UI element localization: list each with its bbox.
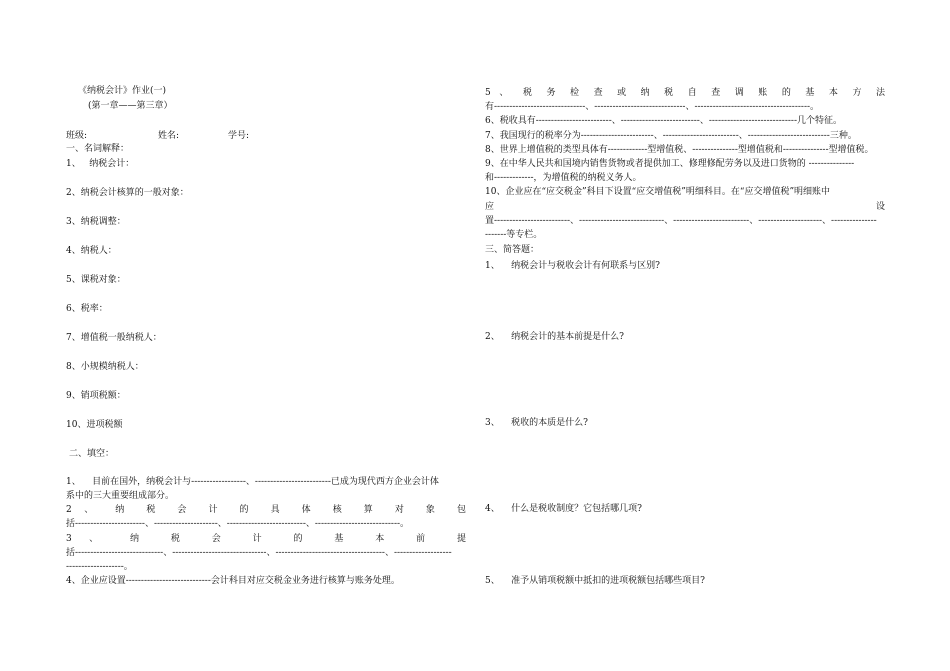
fill-in-question-5-cont: 有------------------------------、------------------------------、--------------------------------------。 [485, 102, 820, 112]
fill-in-question-3: 3 、 纳 税 会 计 的 基 本 前 提 [66, 534, 466, 544]
definition-item: 10、进项税额 [66, 420, 123, 430]
short-answer-question: 1、 纳税会计与税收会计有何联系与区别? [485, 261, 660, 271]
fill-in-question-3-cont: 括-----------------------------、-------------------------------、------------------------------------、------------------- [66, 548, 452, 558]
definition-item: 8、小规模纳税人： [66, 362, 144, 372]
fill-in-question-8: 8、世界上增值税的类型具体有-------------型增值税、---------------型增值税和---------------型增值税。 [485, 145, 874, 155]
definition-item: 5、课税对象： [66, 275, 126, 285]
fill-in-question-7: 7、我国现行的税率分为------------------------、-------------------------、---------------------------三种。 [485, 131, 857, 141]
section-heading-fill-in: 二、填空： [69, 449, 115, 459]
definition-item: 6、税率： [66, 304, 108, 314]
fill-in-question-2: 2 、 纳 税 会 计 的 具 体 核 算 对 象 包 [66, 505, 466, 515]
definition-item: 1、 纳税会计： [66, 159, 135, 169]
fill-in-question-5: 5 、 税 务 检 查 或 纳 税 自 查 调 账 的 基 本 方 法 [485, 88, 885, 98]
definition-item: 9、销项税额： [66, 391, 126, 401]
fill-in-question-9: 9、在中华人民共和国境内销售货物或者提供加工、修理修配劳务以及进口货物的 --------------- [485, 159, 855, 169]
chapter-range: (第一章——第三章） [88, 101, 173, 111]
short-answer-question: 3、 税收的本质是什么? [485, 418, 588, 428]
student-id-label: 学号: [228, 131, 250, 141]
section-heading-short-answer: 三、简答题： [485, 245, 540, 255]
fill-in-question-1-cont: 系中的三大重要组成部分。 [66, 491, 175, 501]
definition-item: 2、纳税会计核算的一般对象： [66, 188, 189, 198]
fill-in-question-3-cont2: -------------------。 [66, 562, 133, 572]
name-label: 姓名: [158, 131, 180, 141]
fill-in-question-2-cont: 括-----------------------、---------------------、--------------------------、----------------------------。 [66, 519, 410, 529]
fill-in-question-1: 1、 目前在国外，纳税会计与------------------、-------------------------已成为现代西方企业会计体 [66, 477, 439, 487]
fill-in-question-6: 6、税收具有-------------------------、--------------------------、-----------------------------几个特征。 [485, 116, 843, 126]
fill-in-question-10-cont3: -------等专栏。 [485, 230, 543, 240]
fill-in-question-4: 4、企业应设置----------------------------会计科目对应交税金业务进行核算与账务处理。 [66, 576, 400, 586]
class-label: 班级: [66, 131, 88, 141]
fill-in-question-10: 10、企业应在“应交税金”科目下设置“应交增值税”明细科目。在“应交增值税”明细账中 [485, 187, 831, 197]
short-answer-question: 4、 什么是税收制度？它包括哪几项? [485, 504, 642, 514]
fill-in-question-10-cont: 应 设 [485, 202, 885, 212]
definition-item: 4、纳税人： [66, 246, 117, 256]
section-heading-definitions: 一、名词解释： [66, 144, 130, 154]
fill-in-question-10-cont2: 置-------------------------、----------------------------、-------------------------、---------------------、--------------- [485, 216, 877, 226]
document-title: 《纳税会计》作业(一) [78, 86, 167, 96]
short-answer-question: 2、 纳税会计的基本前提是什么? [485, 332, 624, 342]
definition-item: 7、增值税一般纳税人： [66, 333, 162, 343]
fill-in-question-9-cont: 和-------------，为增值税的纳税义务人。 [485, 173, 642, 183]
short-answer-question: 5、 准予从销项税额中抵扣的进项税额包括哪些项目? [485, 576, 705, 586]
definition-item: 3、纳税调整： [66, 217, 126, 227]
